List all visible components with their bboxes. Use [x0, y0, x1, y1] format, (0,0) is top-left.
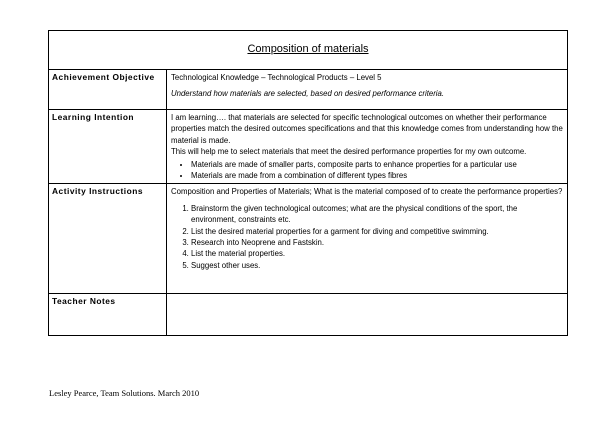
achievement-objective-row	[49, 70, 568, 110]
lesson-plan-table	[48, 30, 568, 336]
learning-intention-content	[167, 110, 568, 184]
teacher-notes-row	[49, 294, 568, 336]
list-item: 3. Research into Neoprene and Fastskin.	[191, 237, 563, 248]
list-item: 5. Suggest other uses.	[191, 260, 563, 271]
learning-intention-paragraph-2: This will help me to select materials that meet the desired performance properties for my own outcome.	[171, 147, 527, 157]
activity-instructions-content	[167, 184, 568, 294]
learning-intention-bullets	[171, 159, 563, 182]
document-title: Composition of materials	[247, 43, 369, 55]
list-item: • Materials are made from a combination of different types fibres	[191, 170, 563, 181]
list-item: 1. Brainstorm the given technological outcomes; what are the physical conditions of the sport, the environment, constraints etc.	[191, 203, 563, 226]
learning-intention-row	[49, 110, 568, 184]
teacher-notes-label: Teacher Notes	[49, 294, 167, 336]
list-item: 4. List the material properties.	[191, 248, 563, 259]
achievement-line-1: Technological Knowledge – Technological Products – Level 5	[171, 73, 382, 82]
activity-instructions-label: Activity Instructions	[49, 184, 167, 294]
teacher-notes-content	[167, 294, 568, 336]
learning-intention-paragraph: I am learning…. that materials are selected for specific technological outcomes on whether their performance properties match the desired outcomes specifications and that this knowledge comes from understanding how the material is made.	[171, 113, 563, 145]
activity-steps	[171, 203, 563, 271]
achievement-objective-label: Achievement Objective	[49, 70, 167, 110]
list-item: • Materials are made of smaller parts, composite parts to enhance properties for a particular use	[191, 159, 563, 170]
achievement-line-2: Understand how materials are selected, based on desired performance criteria.	[171, 89, 445, 99]
footer-text: Lesley Pearce, Team Solutions. March 2010	[49, 388, 200, 398]
list-item: 2. List the desired material properties for a garment for diving and competitive swimming.	[191, 226, 563, 237]
learning-intention-label: Learning Intention	[49, 110, 167, 184]
activity-instructions-row	[49, 184, 568, 294]
title-row	[49, 31, 568, 70]
achievement-objective-content	[167, 70, 568, 110]
activity-intro: Composition and Properties of Materials; What is the material composed of to create the performance properties?	[171, 187, 563, 197]
